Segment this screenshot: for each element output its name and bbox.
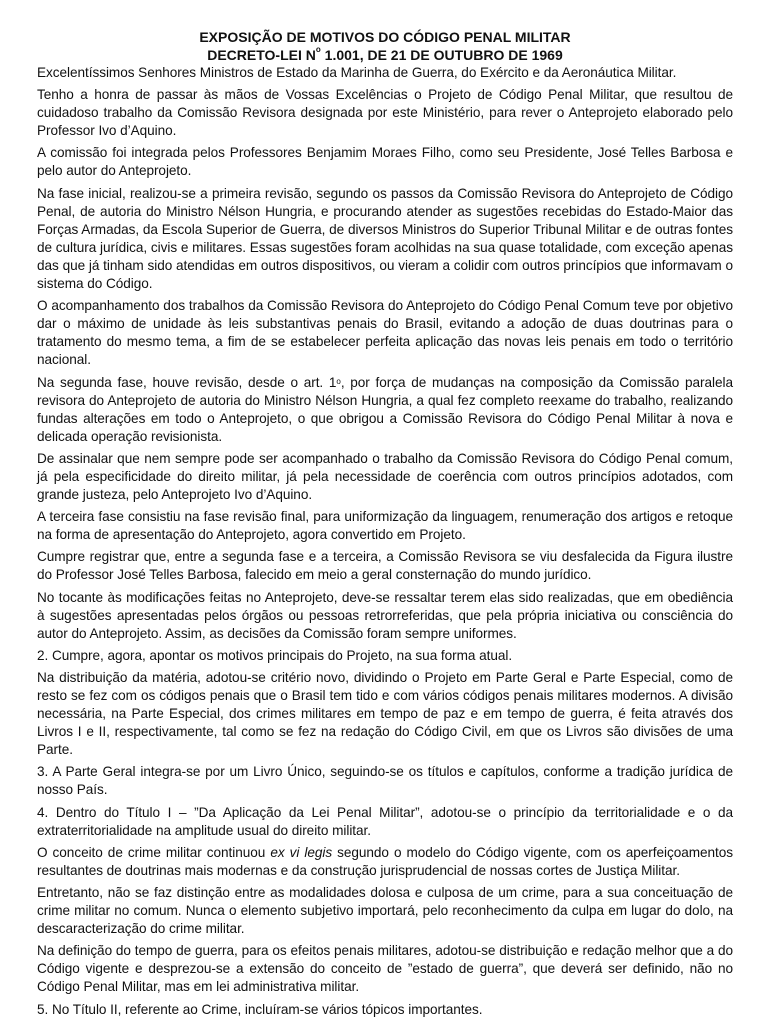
paragraph-text: , por força de mudanças na composição da Comissão paralela revisora do Anteprojeto de autoria do Ministro Nélson Hungria, a qual fez completo reexame do trabalho, realizando fundas alterações em todo o Anteprojeto, o que obrigou a Comissão Revisora do Código Penal Militar à nova e delicada operação revisionista. (37, 374, 734, 444)
paragraph (37, 844, 733, 880)
document-subtitle (37, 46, 733, 64)
latin-term: ex vi legis (270, 844, 333, 860)
paragraph-text: O conceito de crime militar continuou (37, 844, 271, 860)
document-body (37, 64, 733, 1019)
paragraph (37, 374, 733, 446)
paragraph: Na definição do tempo de guerra, para os efeitos penais militares, adotou-se distribuição e redação melhor que a do Código vigente e desprezou-se a extensão do conceito de ”estado de guerra”, que deverá ser definido, não no Código Penal Militar, mas em lei administrativa militar. (37, 943, 733, 995)
paragraph: Cumpre registrar que, entre a segunda fase e a terceira, a Comissão Revisora se viu desfalecida da Figura ilustre do Professor José Telles Barbosa, falecido em meio a geral consternação do mundo jurídico. (37, 549, 733, 583)
subtitle-suffix: 1.001, DE 21 DE OUTUBRO DE 1969 (320, 47, 563, 63)
paragraph: 2. Cumpre, agora, apontar os motivos principais do Projeto, na sua forma atual. (37, 647, 513, 663)
paragraph: Na fase inicial, realizou-se a primeira revisão, segundo os passos da Comissão Revisora do Anteprojeto de Código Penal, de autoria do Ministro Nélson Hungria, e procurando atender as sugestões recebidas do Estado-Maior das Forças Armadas, da Escola Superior de Guerra, de diversos Ministros do Superior Tribunal Militar e de outras fontes de cultura jurídica, civis e militares. Essas sugestões foram acolhidas na sua quase totalidade, com exceção apenas das que já tinham sido atendidas em outros dispositivos, ou vieram a colidir com outros princípios que informavam o sistema do Código. (37, 185, 733, 292)
paragraph: 5. No Título II, referente ao Crime, incluíram-se vários tópicos importantes. (37, 1001, 483, 1017)
subtitle-prefix: DECRETO-LEI N (207, 47, 316, 63)
paragraph: Na distribuição da matéria, adotou-se critério novo, dividindo o Projeto em Parte Geral e Parte Especial, como de resto se fez com os códigos penais que o Brasil tem tido e com vários códigos penais militares modernos. A divisão necessária, na Parte Especial, dos crimes militares em tempo de paz e em tempo de guerra, é feita através dos Livros I e II, respectivamente, tal como se fez na redação do Código Civil, em que os Livros são divisões de uma Parte. (37, 669, 733, 758)
ordinal-marker: o (336, 376, 341, 386)
paragraph: A comissão foi integrada pelos Professores Benjamim Moraes Filho, como seu Presidente, José Telles Barbosa e pelo autor do Anteprojeto. (37, 145, 733, 179)
paragraph: No tocante às modificações feitas no Anteprojeto, deve-se ressaltar terem elas sido realizadas, que em obediência à sugestões apresentadas pelos órgãos ou pessoas retrorreferidas, que pela própria iniciativa ou consciência do autor do Anteprojeto. Assim, as decisões da Comissão foram sempre uniformes. (37, 589, 733, 641)
paragraph: O acompanhamento dos trabalhos da Comissão Revisora do Anteprojeto do Código Penal Comum teve por objetivo dar o máximo de unidade às leis substantivas penais do Brasil, evitando a adoção de duas doutrinas para o tratamento do mesmo tema, a fim de se estabelecer perfeita aplicação das novas leis penais em todo o território nacional. (37, 298, 733, 368)
paragraph: 4. Dentro do Título I – ”Da Aplicação da Lei Penal Militar”, adotou-se o princípio da territorialidade e o da extraterritorialidade na amplitude usual do direito militar. (37, 804, 733, 838)
paragraph-text: Na segunda fase, houve revisão, desde o art. 1 (37, 374, 337, 390)
document-title: EXPOSIÇÃO DE MOTIVOS DO CÓDIGO PENAL MILITAR (199, 29, 571, 45)
paragraph: Excelentíssimos Senhores Ministros de Estado da Marinha de Guerra, do Exército e da Aeronáutica Militar. (37, 65, 677, 80)
paragraph: A terceira fase consistiu na fase revisão final, para uniformização da linguagem, renumeração dos artigos e retoque na forma de apresentação do Anteprojeto, agora convertido em Projeto. (37, 509, 733, 543)
paragraph: De assinalar que nem sempre pode ser acompanhado o trabalho da Comissão Revisora do Código Penal comum, já pela especificidade do direito militar, já pela necessidade de coerência com outros princípios adotados, com grande justeza, pelo Anteprojeto Ivo d’Aquino. (37, 450, 733, 503)
subtitle-ordinal: o (315, 45, 321, 54)
document-page (37, 28, 733, 1023)
paragraph-text: segundo o modelo do Código vigente, com os aperfeiçoamentos resultantes de doutrinas mais modernas e da construção jurisprudencial de nossas cortes de Justiça Militar. (37, 844, 733, 878)
paragraph: Tenho a honra de passar às mãos de Vossas Excelências o Projeto de Código Penal Militar, que resultou de cuidadoso trabalho da Comissão Revisora designada por este Ministério, para rever o Anteprojeto elaborado pelo Professor Ivo d’Aquino. (37, 87, 733, 139)
paragraph: Entretanto, não se faz distinção entre as modalidades dolosa e culposa de um crime, para a sua conceituação de crime militar no comum. Nunca o elemento subjetivo importará, pelo reconhecimento da culpa em lugar do dolo, na descaracterização do crime militar. (37, 884, 733, 937)
paragraph: 3. A Parte Geral integra-se por um Livro Único, seguindo-se os títulos e capítulos, conforme a tradição jurídica de nosso País. (37, 764, 733, 798)
